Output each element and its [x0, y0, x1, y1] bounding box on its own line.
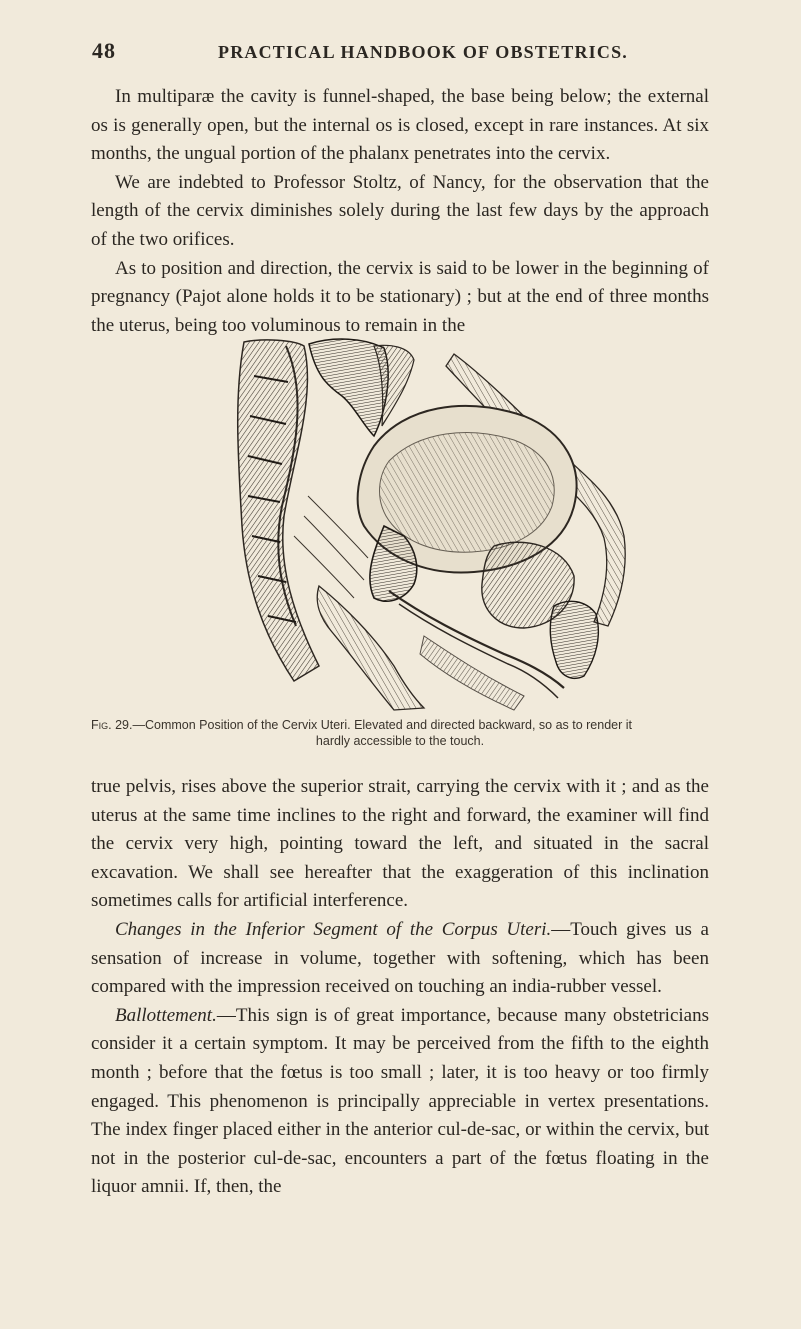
body-ballottement: —This sign is of great importance, because many obstetricians consider it a certain symptom. It may be perceived from the fifth to the eighth month ; before that the fœtus is too small ; later, it is too heavy or too firmly engaged. This phenomenon is principally appreciable in vertex presentations. The index finger placed either in the anterior cul-de-sac, or within the cervix, but not in the posterior cul-de-sac, encounters a part of the fœtus floating in the liquor amnii. If, then, the	[91, 1004, 709, 1198]
paragraph-position: As to position and direction, the cervix is said to be lower in the beginning of pregnancy (Pajot alone holds it to be stationary) ; but at the end of three months the uterus, being too voluminous to remain in the	[91, 257, 709, 336]
anatomical-figure	[224, 336, 638, 712]
caption-line2: hardly accessible to the touch.	[315, 733, 485, 748]
body-changes: —Touch gives us a sensation of increase in volume, together with softening, which has been compared with the impression received on touching an india-rubber vessel.	[91, 918, 709, 998]
pelvis-section-illustration	[224, 336, 638, 712]
heading-ballottement: Ballottement.	[115, 1004, 217, 1026]
paragraph-stoltz: We are indebted to Professor Stoltz, of Nancy, for the observation that the length of the cervix diminishes solely during the last few days by the approach of the two orifices.	[91, 171, 709, 250]
paragraph-continuation: true pelvis, rises above the superior strait, carrying the cervix with it ; and as the uterus at the same time inclines to the right and forward, the examiner will find the cervix very high, pointing toward the left, and situated in the sacral excavation. We shall see hereafter that the exaggeration of this inclination sometimes calls for artificial interference.	[91, 776, 709, 912]
text-block-top	[91, 83, 709, 340]
running-title: PRACTICAL HANDBOOK OF OBSTETRICS.	[218, 42, 628, 62]
figure-label: Fig. 29.	[91, 718, 133, 732]
paragraph-multiparae: In multiparæ the cavity is funnel-shaped, the base being below; the external os is generally open, but the internal os is closed, except in rare instances. At six months, the ungual portion of the phalanx penetrates into the cervix.	[91, 86, 709, 165]
text-block-bottom	[91, 773, 709, 1202]
caption-line1: —Common Position of the Cervix Uteri. Elevated and directed backward, so as to render it	[132, 718, 633, 732]
heading-changes: Changes in the Inferior Segment of the Corpus Uteri.	[115, 918, 552, 940]
page-header	[0, 38, 801, 68]
paragraph-changes	[91, 916, 709, 1002]
paragraph-ballottement	[91, 1002, 709, 1202]
figure-caption	[91, 718, 709, 749]
page-number: 48	[92, 38, 116, 63]
